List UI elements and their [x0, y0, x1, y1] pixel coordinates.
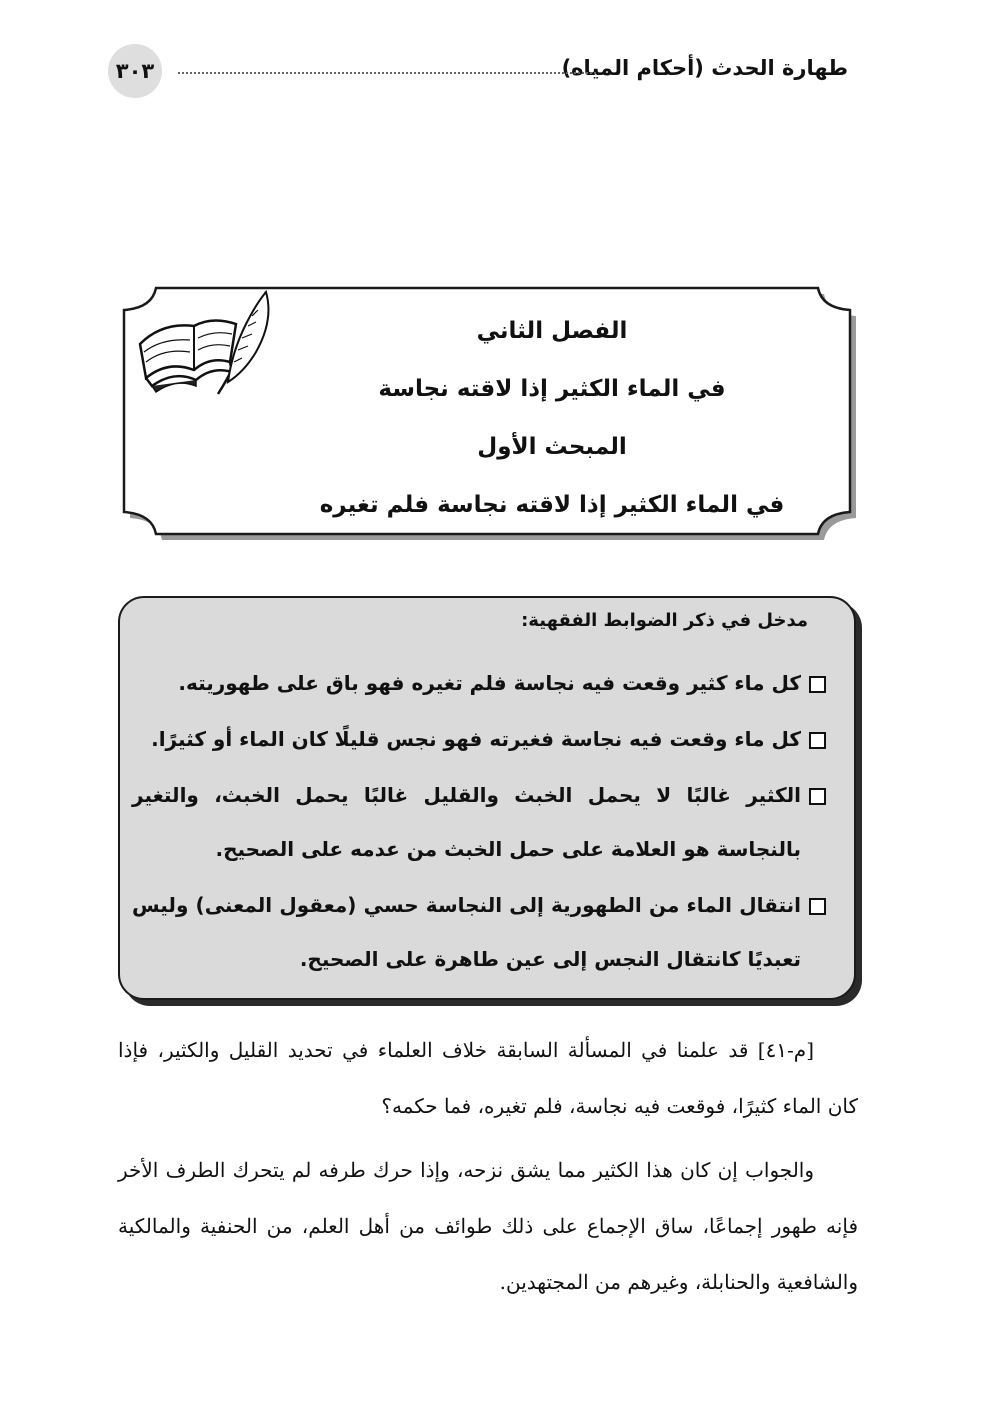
rule-text: كل ماء كثير وقعت فيه نجاسة فلم تغيره فهو باق على طهوريته. — [178, 671, 801, 695]
paragraph: والجواب إن كان هذا الكثير مما يشق نزحه، وإذا حرك طرفه لم يتحرك الطرف الأخر فإنه طهور إجماعًا، ساق الإجماع على ذلك طوائف من أهل العلم، من الحنفية والمالكية والشافعية والحنابلة، وغيرهم من المجتهدين. — [118, 1158, 858, 1294]
book-quill-icon — [132, 286, 274, 398]
list-item — [132, 768, 826, 876]
list-item — [132, 656, 826, 710]
list-item — [132, 878, 826, 986]
running-header — [108, 44, 848, 98]
paragraph: [م-٤١] قد علمنا في المسألة السابقة خلاف العلماء في تحديد القليل والكثير، فإذا كان الماء كثيرًا، فوقعت فيه نجاسة، فلم تغيره، فما حكمه؟ — [118, 1038, 858, 1118]
rules-box — [118, 596, 856, 1000]
checkbox-icon — [809, 676, 826, 693]
list-item — [132, 712, 826, 766]
page-number: ٣٠٣ — [108, 44, 162, 98]
body-text — [118, 1022, 858, 1318]
chapter-heading-block — [266, 302, 838, 534]
rule-text: الكثير غالبًا لا يحمل الخبث والقليل غالبًا يحمل الخبث، والتغير بالنجاسة هو العلامة على حمل الخبث من عدمه على الصحيح. — [132, 783, 801, 861]
chapter-title-frame — [116, 280, 858, 540]
dot-leader — [178, 72, 596, 74]
checkbox-icon — [809, 732, 826, 749]
rules-heading: مدخل في ذكر الضوابط الفقهية: — [521, 610, 808, 631]
section-subtitle: في الماء الكثير إذا لاقته نجاسة فلم تغيره — [319, 492, 785, 518]
rules-list — [132, 656, 826, 988]
running-title: طهارة الحدث (أحكام المياه) — [561, 56, 848, 80]
chapter-subtitle: في الماء الكثير إذا لاقته نجاسة — [378, 376, 726, 402]
checkbox-icon — [809, 898, 826, 915]
rule-text: انتقال الماء من الطهورية إلى النجاسة حسي (معقول المعنى) وليس تعبديًا كانتقال النجس إلى عين طاهرة على الصحيح. — [132, 893, 801, 971]
section-title: المبحث الأول — [477, 434, 627, 460]
rule-text: كل ماء وقعت فيه نجاسة فغيرته فهو نجس قليلًا كان الماء أو كثيرًا. — [151, 727, 801, 751]
chapter-title: الفصل الثاني — [476, 318, 628, 344]
checkbox-icon — [809, 788, 826, 805]
